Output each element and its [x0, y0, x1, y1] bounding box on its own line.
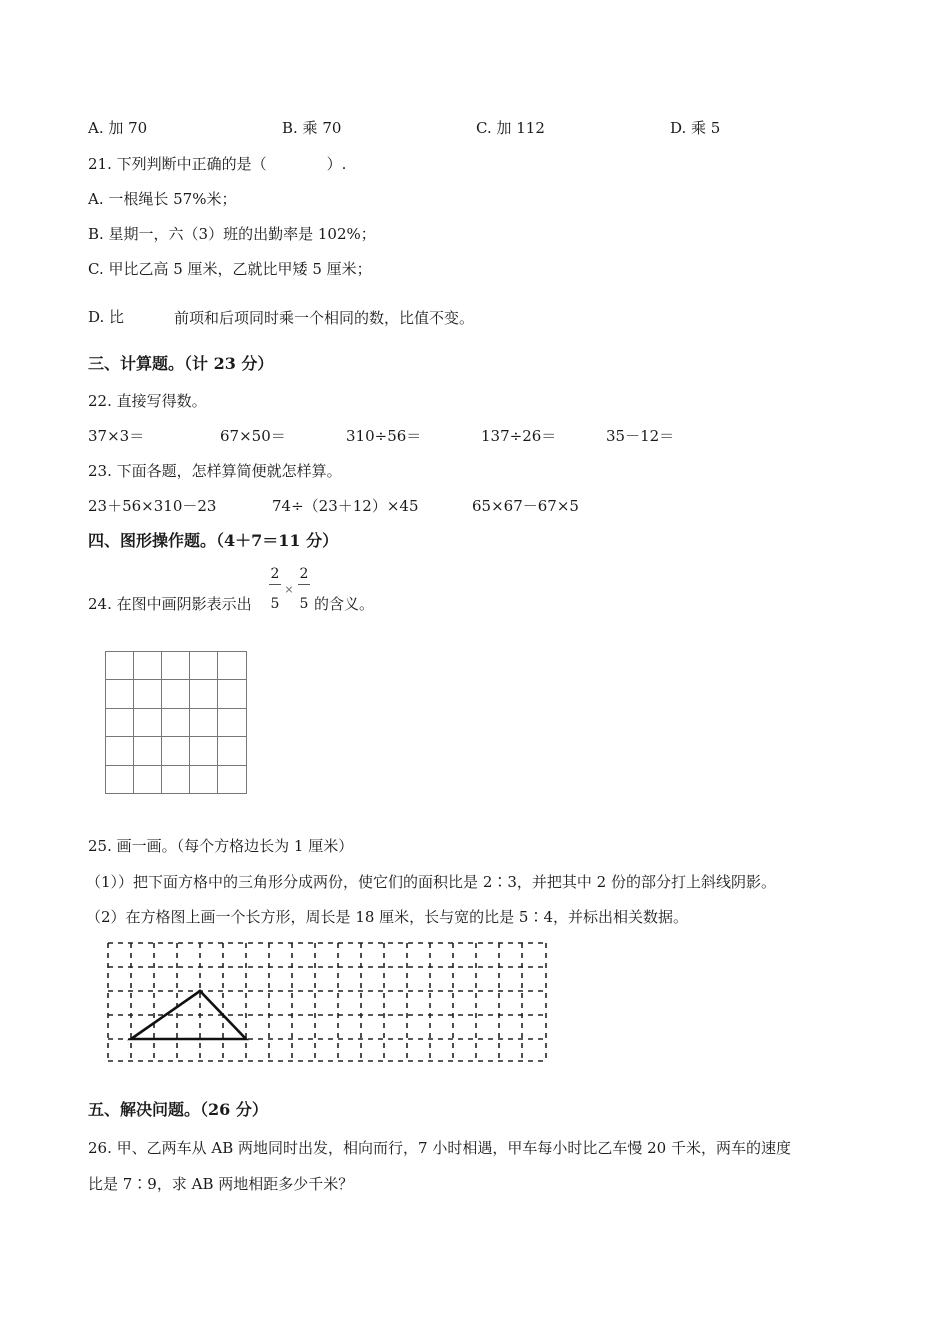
q21-option-a: A. 一根绳长 57%米； — [88, 190, 237, 208]
fraction-2-bar — [298, 584, 310, 585]
q24-prefix: 24. 在图中画阴影表示出 — [88, 595, 252, 613]
q25-stem: 25. 画一画。（每个方格边长为 1 厘米） — [88, 837, 354, 855]
multiply-sign: × — [284, 583, 294, 596]
fraction-2-denominator: 5 — [299, 596, 309, 612]
q21-option-c: C. 甲比乙高 5 厘米，乙就比甲矮 5 厘米； — [88, 260, 372, 278]
q26-line-1: 26. 甲、乙两车从 AB 两地同时出发，相向而行，7 小时相遇，甲车每小时比乙车慢 20 千米，两车的速度 — [88, 1139, 791, 1157]
section5-heading: 五、解决问题。（26 分） — [88, 1100, 268, 1119]
q21-stem: 21. 下列判断中正确的是（ ）. — [88, 155, 347, 173]
section3-heading: 三、计算题。（计 23 分） — [88, 354, 274, 373]
q20-option-b: B. 乘 70 — [282, 119, 342, 137]
q24-suffix: 的含义。 — [314, 595, 375, 613]
fraction-1-bar — [269, 584, 281, 585]
q20-option-d: D. 乘 5 — [670, 119, 721, 137]
q21-option-b: B. 星期一，六（3）班的出勤率是 102%； — [88, 225, 376, 243]
q22-item-4: 137÷26＝ — [481, 427, 557, 445]
q23-item-2: 74÷（23＋12）×45 — [272, 497, 419, 515]
q20-option-a: A. 加 70 — [88, 119, 148, 137]
q22-stem: 22. 直接写得数。 — [88, 392, 207, 410]
q22-item-3: 310÷56＝ — [346, 427, 422, 445]
q22-item-2: 67×50＝ — [220, 427, 286, 445]
q25-dashed-grid[interactable] — [100, 936, 552, 1066]
q22-item-5: 35－12＝ — [606, 427, 675, 445]
q23-item-3: 65×67－67×5 — [472, 497, 579, 515]
q23-stem: 23. 下面各题，怎样算简便就怎样算。 — [88, 462, 342, 480]
fraction-1-numerator: 2 — [270, 566, 280, 582]
fraction-1-denominator: 5 — [270, 596, 280, 612]
q22-item-1: 37×3＝ — [88, 427, 145, 445]
section4-heading: 四、图形操作题。（4＋7＝11 分） — [88, 531, 339, 550]
q23-item-1: 23＋56×310－23 — [88, 497, 217, 515]
q21-option-d-prefix: D. 比 — [88, 308, 125, 326]
q20-option-c: C. 加 112 — [476, 119, 545, 137]
q25-part1: （1））把下面方格中的三角形分成两份，使它们的面积比是 2∶3，并把其中 2 份的部分打上斜线阴影。 — [86, 873, 776, 891]
fraction-2-numerator: 2 — [299, 566, 309, 582]
q26-line-2: 比是 7∶9，求 AB 两地相距多少千米？ — [88, 1175, 354, 1193]
q25-part2: （2）在方格图上画一个长方形，周长是 18 厘米，长与宽的比是 5∶4，并标出相关数据。 — [86, 908, 689, 926]
q24-grid[interactable] — [104, 650, 248, 796]
q21-option-d-suffix: 前项和后项同时乘一个相同的数，比值不变。 — [174, 309, 475, 327]
